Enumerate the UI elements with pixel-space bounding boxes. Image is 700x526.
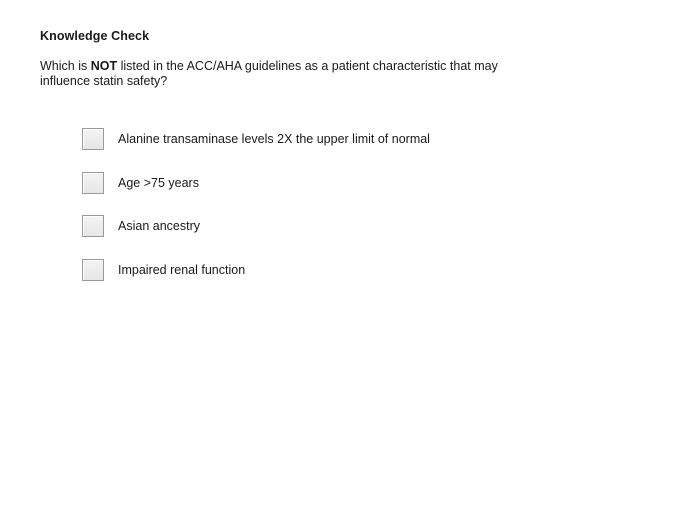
answer-checkbox[interactable] [82,259,104,281]
answer-checkbox[interactable] [82,128,104,150]
answer-label[interactable]: Impaired renal function [118,262,246,277]
answer-label[interactable]: Alanine transaminase levels 2X the upper limit of normal [118,132,430,146]
answer-checkbox[interactable] [82,172,104,194]
answer-options [82,126,430,300]
answer-label[interactable]: Asian ancestry [118,219,200,233]
question-prefix: Which is [40,59,91,73]
quiz-title: Knowledge Check [40,29,150,43]
question-emphasis: NOT [90,59,118,73]
answer-option-asian-ancestry[interactable] [82,213,430,239]
question-text [40,59,520,89]
answer-label[interactable]: Age >75 years [118,175,199,190]
question-suffix: listed in the ACC/AHA guidelines as a patient characteristic that may influence statin safety? [40,59,498,88]
answer-option-renal[interactable] [82,257,430,283]
answer-option-alt[interactable] [82,126,430,152]
answer-option-age[interactable] [82,170,430,196]
answer-checkbox[interactable] [82,215,104,237]
